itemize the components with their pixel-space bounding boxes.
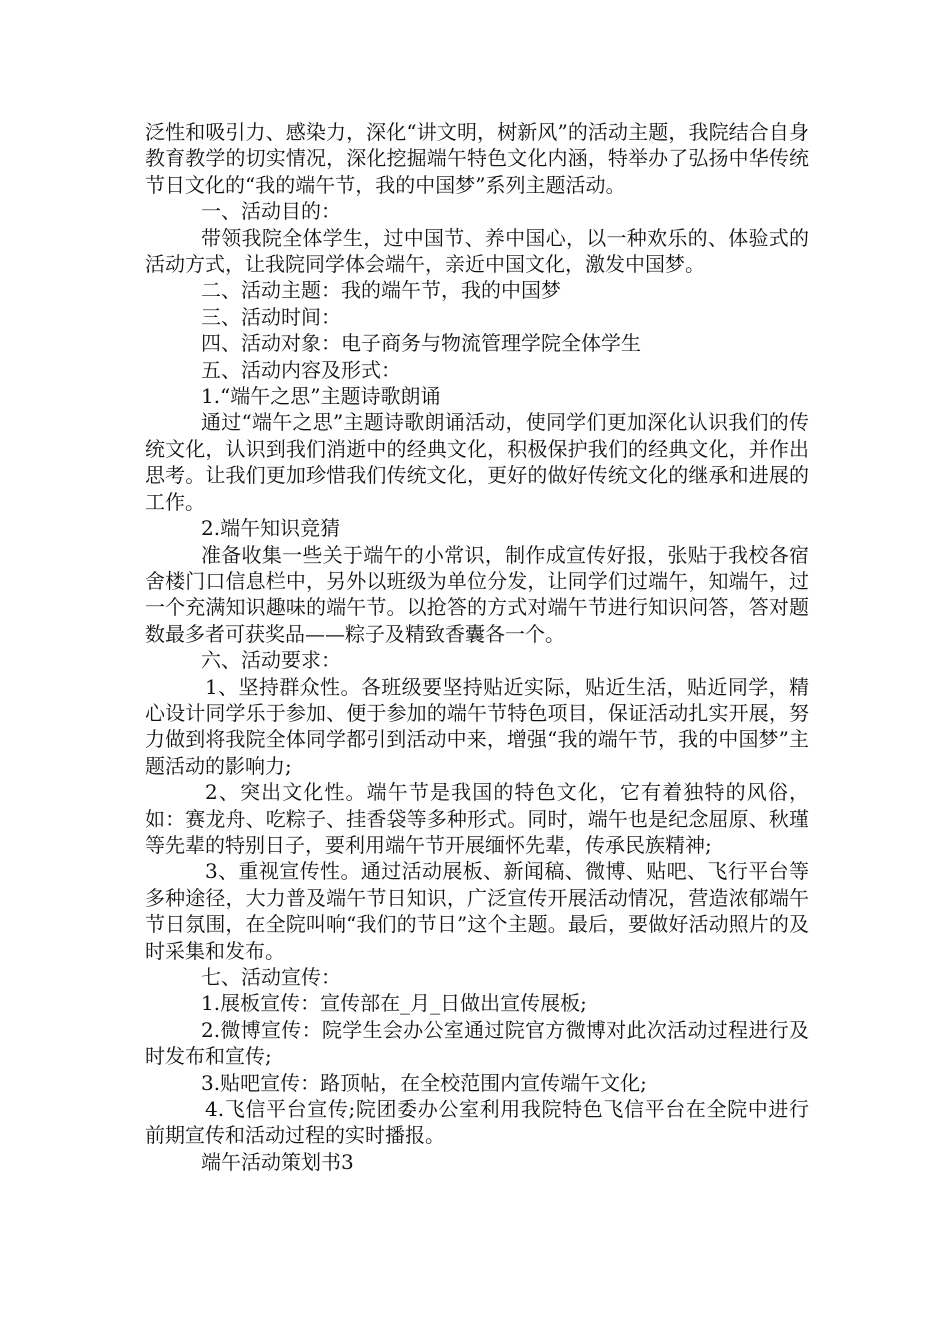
subheading-knowledge-quiz: 2.端午知识竞猜 [201,516,341,541]
heading-activity-purpose: 一、活动目的： [201,199,341,224]
paragraph-knowledge-quiz: 准备收集一些关于端午的小常识，制作成宣传好报，张贴于我校各宿舍楼门口信息栏中，另外以班级为单位分发，让同学们过端午，知端午，过一个充满知识趣味的端午节。以抢答的方式对端午节进行知识问答，答对题数最多者可获奖品——粽子及精致香囊各一个。 [145,542,809,646]
heading-next-section: 端午活动策划书3 [201,1149,354,1174]
paragraph-requirement-1: 1、坚持群众性。各班级要坚持贴近实际，贴近生活，贴近同学，精心设计同学乐于参加、便于参加的端午节特色项目，保证活动扎实开展，努力做到将我院全体同学都引到活动中来，增强“我的端午节，我的中国梦”主题活动的影响力; [145,674,809,778]
heading-activity-theme: 二、活动主题：我的端午节，我的中国梦 [201,278,561,303]
paragraph-intro: 泛性和吸引力、感染力，深化“讲文明，树新风”的活动主题，我院结合自身教育教学的切实情况，深化挖掘端午特色文化内涵，特举办了弘扬中华传统节日文化的“我的端午节，我的中国梦”系列主题活动。 [145,120,809,197]
paragraph-requirement-2: 2、突出文化性。端午节是我国的特色文化，它有着独特的风俗，如：赛龙舟、吃粽子、挂香袋等多种形式。同时，端午也是纪念屈原、秋瑾等先辈的特别日子，要利用端午节开展缅怀先辈，传承民族精神; [145,780,809,857]
subheading-poetry-recital: 1.“端午之思”主题诗歌朗诵 [201,384,441,409]
paragraph-publicity-2: 2.微博宣传：院学生会办公室通过院官方微博对此次活动过程进行及时发布和宣传; [145,1017,809,1069]
paragraph-publicity-4: 4.飞信平台宣传;院团委办公室利用我院特色飞信平台在全院中进行前期宣传和活动过程的实时播报。 [145,1097,809,1148]
heading-activity-requirements: 六、活动要求： [201,648,341,673]
heading-activity-publicity: 七、活动宣传： [201,965,341,989]
paragraph-publicity-3: 3.贴吧宣传：路顶帖，在全校范围内宣传端午文化; [201,1070,647,1095]
heading-activity-content: 五、活动内容及形式： [201,357,401,382]
paragraph-poetry-recital: 通过“端午之思”主题诗歌朗诵活动，使同学们更加深化认识我们的传统文化，认识到我们消逝中的经典文化，积极保护我们的经典文化，并作出思考。让我们更加珍惜我们传统文化，更好的做好传统文化的继承和进展的工作。 [145,410,809,514]
heading-activity-time: 三、活动时间： [201,304,341,329]
document-page [145,119,809,1175]
paragraph-requirement-3: 3、重视宣传性。通过活动展板、新闻稿、微博、贴吧、飞行平台等多种途径，大力普及端午节日知识，广泛宣传开展活动情况，营造浓郁端午节日氛围，在全院叫响“我们的节日”这个主题。最后，要做好活动照片的及时采集和发布。 [145,859,809,963]
paragraph-publicity-1: 1.展板宣传：宣传部在_月_日做出宣传展板; [201,991,587,1016]
heading-activity-target: 四、活动对象：电子商务与物流管理学院全体学生 [201,331,641,356]
paragraph-activity-purpose: 带领我院全体学生，过中国节、养中国心，以一种欢乐的、体验式的活动方式，让我院同学体会端午，亲近中国文化，激发中国梦。 [145,225,809,277]
